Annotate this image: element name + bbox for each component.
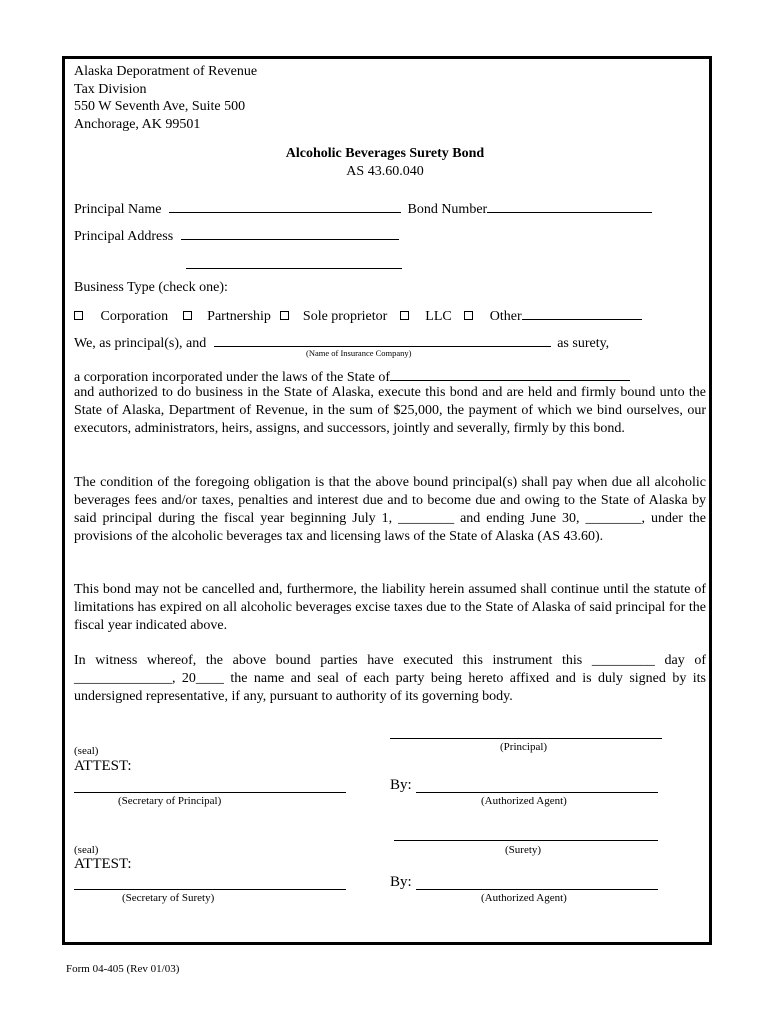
- bond-obligation-paragraph: and authorized to do business in the State of Alaska, execute this bond and are held and firmly bound unto the State of Alaska, Department of Revenue, in the sum of $25,000, the payment of which we bind ourselves, our executors, administrators, heirs, assigns, and successors, jointly and severally, firmly by this bond.: [74, 385, 706, 436]
- bond-number-label: Bond Number: [407, 202, 488, 217]
- agency-address: [74, 63, 257, 133]
- bond-number-field[interactable]: [487, 199, 652, 213]
- other-checkbox[interactable]: [464, 311, 473, 320]
- authorized-agent-line-2[interactable]: [416, 889, 658, 890]
- corp-laws-label: a corporation incorporated under the laws of the State of: [74, 370, 391, 385]
- principal-name-row: [74, 199, 652, 218]
- llc-checkbox[interactable]: [400, 311, 409, 320]
- authorized-agent-caption-2: (Authorized Agent): [481, 892, 567, 904]
- principal-caption: (Principal): [500, 741, 548, 753]
- principal-name-label: Principal Name: [74, 202, 162, 217]
- principal-name-field[interactable]: [169, 199, 401, 213]
- principal-address-row: [74, 226, 399, 245]
- llc-label: LLC: [425, 309, 452, 324]
- corporation-label: Corporation: [100, 309, 169, 324]
- sole-proprietor-checkbox[interactable]: [280, 311, 289, 320]
- sole-proprietor-label: Sole proprietor: [302, 309, 388, 324]
- address-line-4: Anchorage, AK 99501: [74, 116, 201, 132]
- seal-label-2: (seal): [74, 844, 99, 856]
- surety-signature-line[interactable]: [394, 840, 658, 841]
- form-title: Alcoholic Beverages Surety Bond: [285, 146, 485, 161]
- seal-label-1: (seal): [74, 745, 99, 757]
- corporation-checkbox[interactable]: [74, 311, 83, 320]
- address-line-1: Alaska Deporatment of Revenue: [74, 64, 258, 79]
- authorized-agent-caption-1: (Authorized Agent): [481, 795, 567, 807]
- by-label-1: By:: [390, 777, 412, 793]
- by-label-2: By:: [390, 874, 412, 890]
- insurance-company-caption: (Name of Insurance Company): [306, 348, 412, 358]
- authorized-agent-line-1[interactable]: [416, 792, 658, 793]
- bond-cancellation-paragraph: This bond may not be cancelled and, furthermore, the liability herein assumed shall continue until the statute of limitations has expired on all alcoholic beverages excise taxes due to the State of Alaska of said principal for the fiscal year indicated above.: [74, 582, 706, 633]
- form-number: Form 04-405 (Rev 01/03): [66, 963, 180, 975]
- secretary-of-surety-line[interactable]: [74, 889, 346, 890]
- partnership-checkbox[interactable]: [183, 311, 192, 320]
- principal-address-label: Principal Address: [74, 229, 174, 244]
- as-surety-label: as surety,: [557, 336, 610, 351]
- principal-address-field-2[interactable]: [186, 268, 402, 269]
- other-field[interactable]: [522, 306, 642, 320]
- form-statute: AS 43.60.040: [346, 164, 424, 179]
- address-line-3: 550 W Seventh Ave, Suite 500: [74, 99, 246, 114]
- surety-caption: (Surety): [505, 844, 542, 856]
- we-principal-label: We, as principal(s), and: [74, 336, 207, 351]
- principal-address-field-1[interactable]: [181, 226, 399, 240]
- principal-signature-line[interactable]: [390, 738, 662, 739]
- address-line-2: Tax Division: [74, 81, 147, 97]
- bond-condition-paragraph: The condition of the foregoing obligation is that the above bound principal(s) shall pay when due all alcoholic beverages fees and/or taxes, penalties and interest due and to become due and owing to the State of Alaska by said principal during the fiscal year beginning July 1, ________ and ending June 30, ________, under the provisions of the alcoholic beverages tax and licensing laws of the State of Alaska (AS 43.60).: [74, 475, 706, 544]
- attest-label-2: ATTEST:: [74, 856, 132, 872]
- secretary-of-principal-caption: (Secretary of Principal): [118, 795, 222, 807]
- business-type-label: Business Type (check one):: [74, 280, 228, 295]
- in-witness-paragraph: In witness whereof, the above bound parties have executed this instrument this _________ day of ______________, 20____ the name and seal of each party being hereto affixed and is duly signed by its undersigned representative, if any, pursuant to authority of its governing body.: [74, 653, 706, 704]
- attest-label-1: ATTEST:: [74, 758, 132, 774]
- secretary-of-principal-line[interactable]: [74, 792, 346, 793]
- secretary-of-surety-caption: (Secretary of Surety): [122, 892, 215, 904]
- partnership-label: Partnership: [207, 309, 271, 324]
- insurance-company-field[interactable]: [214, 333, 551, 347]
- state-of-incorporation-field[interactable]: [390, 367, 630, 381]
- other-label: Other: [489, 309, 522, 324]
- business-type-options: [74, 306, 642, 325]
